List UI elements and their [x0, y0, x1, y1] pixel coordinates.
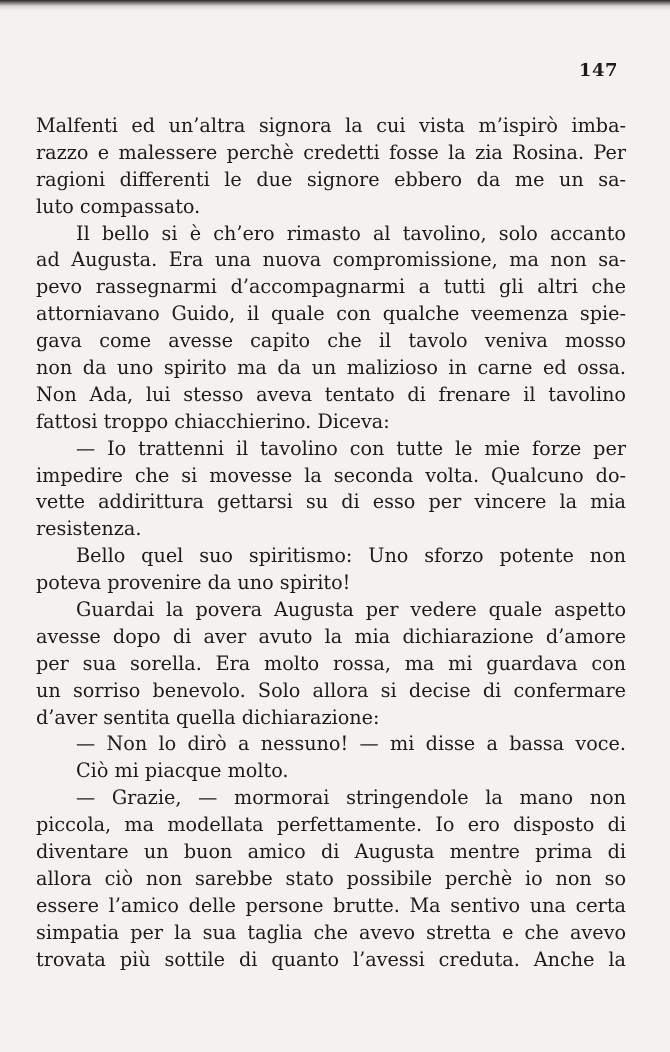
body-text	[36, 113, 626, 974]
text-line: Ciò mi piacque molto.	[76, 759, 289, 783]
text-line: Non Ada, lui stesso aveva tentato di frenare il tavolino	[36, 382, 626, 406]
text-line: trovata più sottile di quanto l’avessi creduta. Anche la	[36, 947, 626, 971]
page-edge-shadow	[0, 0, 670, 10]
text-line: diventare un buon amico di Augusta mentre prima di	[36, 840, 626, 864]
text-line: poteva provenire da uno spirito!	[36, 571, 351, 595]
text-line: ad Augusta. Era una nuova compromissione, ma non sa-	[36, 248, 626, 272]
text-line: fattosi troppo chiacchierino. Diceva:	[36, 409, 390, 433]
text-line: essere l’amico delle persone brutte. Ma sentivo una certa	[36, 893, 626, 917]
text-line: piccola, ma modellata perfettamente. Io ero disposto di	[36, 813, 626, 837]
text-line: Guardai la povera Augusta per vedere quale aspetto	[76, 598, 626, 622]
text-line: simpatia per la sua taglia che avevo stretta e che avevo	[36, 920, 626, 944]
text-line: vette addirittura gettarsi su di esso per vincere la mia	[36, 490, 626, 514]
text-line: un sorriso benevolo. Solo allora si decise di confermare	[36, 678, 626, 702]
text-line: allora ciò non sarebbe stato possibile perchè io non so	[36, 866, 626, 890]
text-line: Malfenti ed un’altra signora la cui vista m’ispirò imba-	[36, 114, 626, 137]
text-line: gava come avesse capito che il tavolo veniva mosso	[36, 329, 626, 353]
text-line: — Grazie, — mormorai stringendole la mano non	[76, 786, 626, 810]
text-line: avesse dopo di aver avuto la mia dichiarazione d’amore	[36, 624, 626, 648]
text-line: impedire che si movesse la seconda volta. Qualcuno do-	[36, 463, 626, 487]
text-line: Bello quel suo spiritismo: Uno sforzo potente non	[76, 544, 626, 568]
text-line: luto compassato.	[36, 194, 201, 218]
text-line: razzo e malessere perchè credetti fosse la zia Rosina. Per	[36, 140, 626, 164]
text-line: d’aver sentita quella dichiarazione:	[36, 705, 380, 729]
text-line: attorniavano Guido, il quale con qualche veemenza spie-	[36, 302, 626, 326]
text-line: — Non lo dirò a nessuno! — mi disse a bassa voce.	[76, 732, 626, 756]
text-line: resistenza.	[36, 517, 142, 541]
page-number: 147	[578, 60, 618, 81]
text-line: non da uno spirito ma da un malizioso in carne ed ossa.	[36, 356, 626, 380]
text-line: — Io trattenni il tavolino con tutte le mie forze per	[76, 436, 626, 460]
text-line: per sua sorella. Era molto rossa, ma mi guardava con	[36, 651, 626, 675]
text-line: pevo rassegnarmi d’accompagnarmi a tutti gli altri che	[36, 275, 626, 299]
text-line: ragioni differenti le due signore ebbero da me un sa-	[36, 167, 626, 191]
text-line: Il bello si è ch’ero rimasto al tavolino, solo accanto	[76, 221, 626, 245]
